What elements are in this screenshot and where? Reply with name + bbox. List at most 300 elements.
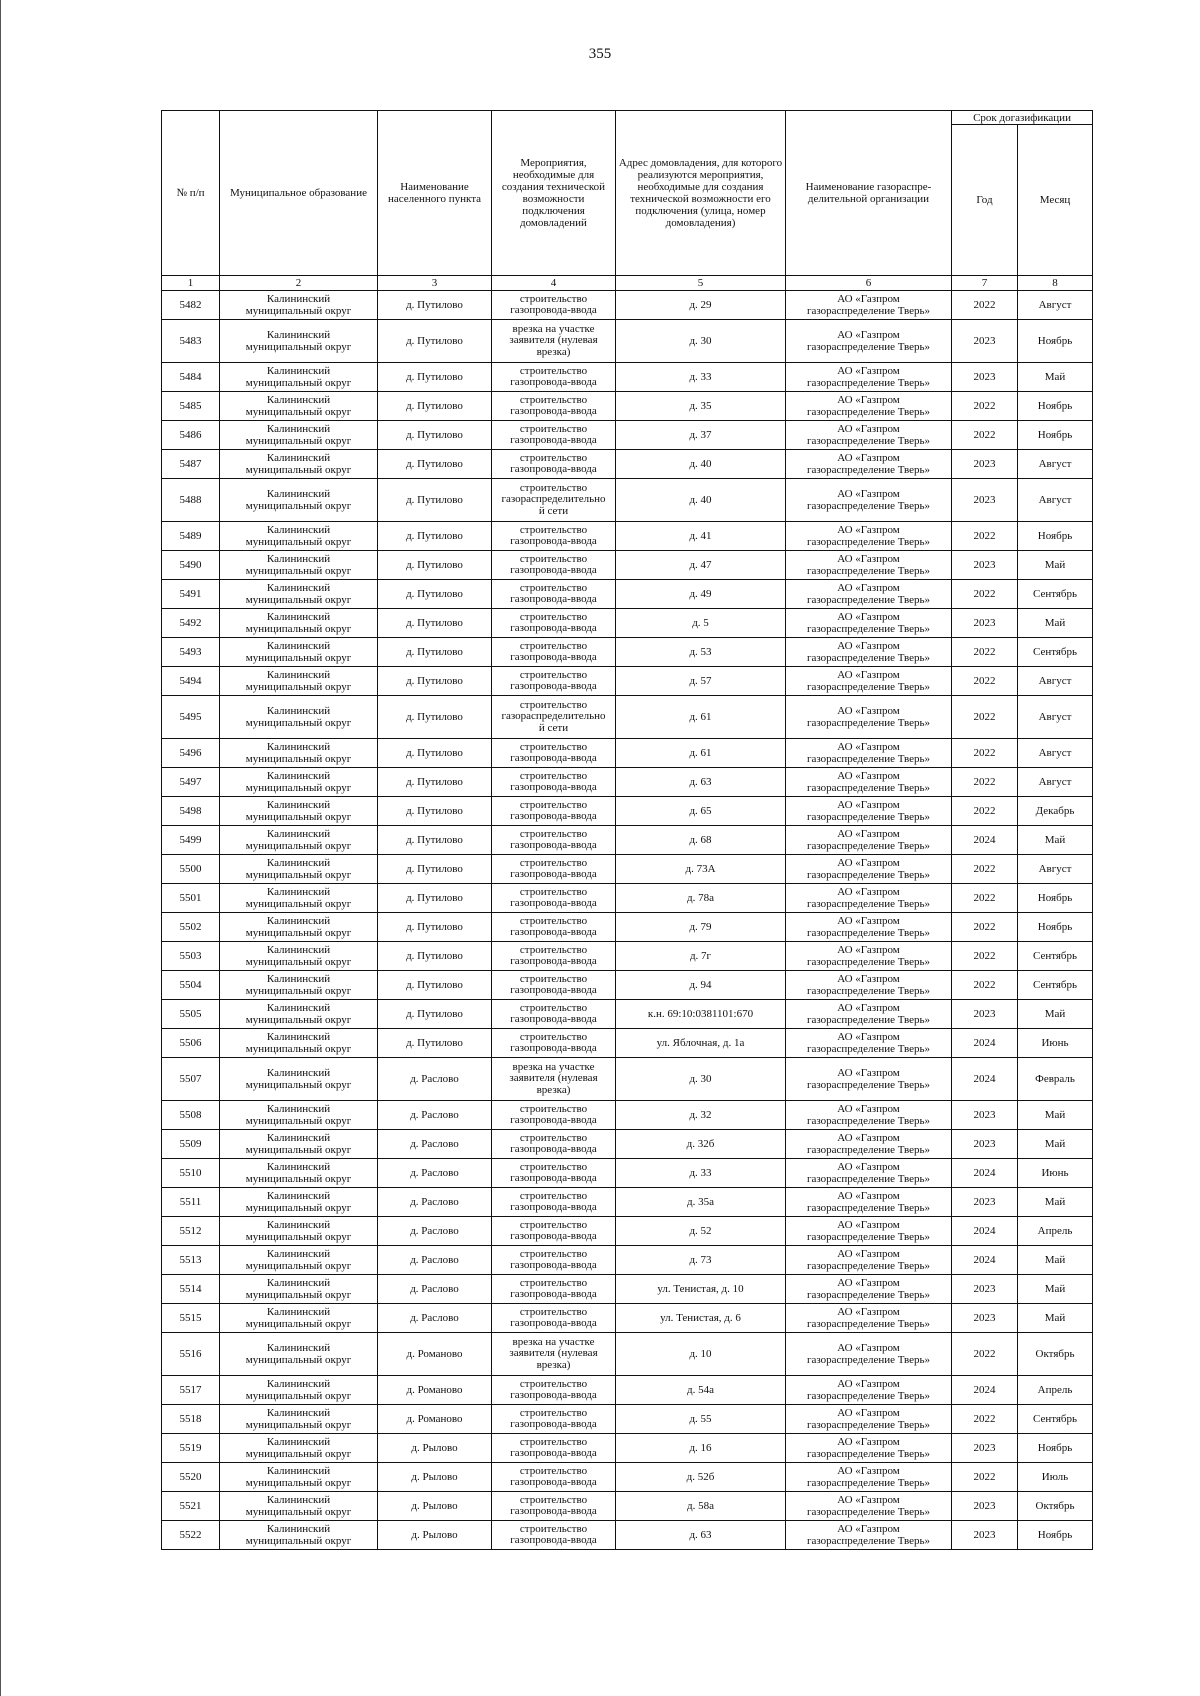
cell-year: 2022	[952, 1463, 1018, 1492]
cell-row-number: 5520	[162, 1463, 220, 1492]
cell-row-number: 5509	[162, 1130, 220, 1159]
cell-settlement: д. Путилово	[378, 421, 492, 450]
table-row	[162, 638, 1093, 667]
cell-measure: строительство газопровода-ввода	[492, 1029, 616, 1058]
table-row	[162, 1492, 1093, 1521]
cell-row-number: 5496	[162, 739, 220, 768]
cell-address: д. 10	[616, 1333, 786, 1376]
cell-municipality: Калининский муниципальный округ	[220, 479, 378, 522]
cell-settlement: д. Путилово	[378, 971, 492, 1000]
col-header-organization: Наименование газораспре-делительной организации	[786, 111, 952, 276]
cell-settlement: д. Путилово	[378, 1029, 492, 1058]
cell-address: ул. Яблочная, д. 1а	[616, 1029, 786, 1058]
cell-organization: АО «Газпром газораспределение Тверь»	[786, 1492, 952, 1521]
cell-year: 2023	[952, 609, 1018, 638]
cell-year: 2022	[952, 797, 1018, 826]
col-index: 7	[952, 276, 1018, 291]
table-row	[162, 551, 1093, 580]
cell-month: Май	[1018, 551, 1093, 580]
cell-month: Февраль	[1018, 1058, 1093, 1101]
cell-address: д. 40	[616, 450, 786, 479]
cell-settlement: д. Путилово	[378, 884, 492, 913]
cell-organization: АО «Газпром газораспределение Тверь»	[786, 971, 952, 1000]
cell-measure: строительство газопровода-ввода	[492, 522, 616, 551]
cell-address: д. 29	[616, 291, 786, 320]
table-row	[162, 1405, 1093, 1434]
cell-month: Май	[1018, 1130, 1093, 1159]
cell-month: Июнь	[1018, 1159, 1093, 1188]
cell-organization: АО «Газпром газораспределение Тверь»	[786, 1376, 952, 1405]
cell-municipality: Калининский муниципальный округ	[220, 1275, 378, 1304]
cell-month: Ноябрь	[1018, 320, 1093, 363]
cell-year: 2023	[952, 1275, 1018, 1304]
cell-organization: АО «Газпром газораспределение Тверь»	[786, 739, 952, 768]
cell-organization: АО «Газпром газораспределение Тверь»	[786, 826, 952, 855]
cell-settlement: д. Раслово	[378, 1159, 492, 1188]
cell-year: 2024	[952, 1246, 1018, 1275]
cell-row-number: 5510	[162, 1159, 220, 1188]
cell-measure: строительство газопровода-ввода	[492, 768, 616, 797]
table-row	[162, 1246, 1093, 1275]
table-row	[162, 1101, 1093, 1130]
cell-row-number: 5487	[162, 450, 220, 479]
cell-year: 2023	[952, 479, 1018, 522]
cell-organization: АО «Газпром газораспределение Тверь»	[786, 1304, 952, 1333]
table-row	[162, 450, 1093, 479]
cell-organization: АО «Газпром газораспределение Тверь»	[786, 1333, 952, 1376]
cell-settlement: д. Путилово	[378, 551, 492, 580]
col-header-municipality: Муниципальное образование	[220, 111, 378, 276]
cell-settlement: д. Путилово	[378, 450, 492, 479]
cell-measure: врезка на участке заявителя (нулевая врезка)	[492, 1333, 616, 1376]
col-index: 4	[492, 276, 616, 291]
cell-measure: строительство газопровода-ввода	[492, 667, 616, 696]
cell-row-number: 5515	[162, 1304, 220, 1333]
cell-municipality: Калининский муниципальный округ	[220, 855, 378, 884]
cell-municipality: Калининский муниципальный округ	[220, 739, 378, 768]
col-group-header-deadline: Срок догазификации	[952, 111, 1093, 125]
cell-municipality: Калининский муниципальный округ	[220, 522, 378, 551]
table-row	[162, 826, 1093, 855]
cell-year: 2024	[952, 1029, 1018, 1058]
cell-address: д. 65	[616, 797, 786, 826]
cell-organization: АО «Газпром газораспределение Тверь»	[786, 1000, 952, 1029]
cell-settlement: д. Путилово	[378, 913, 492, 942]
cell-month: Сентябрь	[1018, 1405, 1093, 1434]
cell-row-number: 5493	[162, 638, 220, 667]
cell-measure: строительство газопровода-ввода	[492, 638, 616, 667]
cell-municipality: Калининский муниципальный округ	[220, 797, 378, 826]
cell-month: Май	[1018, 609, 1093, 638]
cell-year: 2023	[952, 1101, 1018, 1130]
cell-row-number: 5507	[162, 1058, 220, 1101]
cell-row-number: 5482	[162, 291, 220, 320]
cell-municipality: Калининский муниципальный округ	[220, 1130, 378, 1159]
table-row	[162, 942, 1093, 971]
cell-month: Октябрь	[1018, 1333, 1093, 1376]
cell-row-number: 5508	[162, 1101, 220, 1130]
cell-address: д. 79	[616, 913, 786, 942]
cell-organization: АО «Газпром газораспределение Тверь»	[786, 1463, 952, 1492]
cell-measure: строительство газопровода-ввода	[492, 1246, 616, 1275]
cell-row-number: 5506	[162, 1029, 220, 1058]
col-index: 3	[378, 276, 492, 291]
col-header-year: Год	[952, 125, 1018, 276]
cell-address: д. 94	[616, 971, 786, 1000]
cell-organization: АО «Газпром газораспределение Тверь»	[786, 913, 952, 942]
cell-row-number: 5516	[162, 1333, 220, 1376]
cell-measure: строительство газопровода-ввода	[492, 1521, 616, 1550]
cell-settlement: д. Путилово	[378, 522, 492, 551]
table-row	[162, 421, 1093, 450]
cell-address: д. 47	[616, 551, 786, 580]
cell-year: 2024	[952, 1376, 1018, 1405]
cell-address: д. 57	[616, 667, 786, 696]
cell-measure: строительство газопровода-ввода	[492, 580, 616, 609]
cell-row-number: 5513	[162, 1246, 220, 1275]
cell-measure: строительство газопровода-ввода	[492, 913, 616, 942]
cell-settlement: д. Рылово	[378, 1521, 492, 1550]
cell-month: Август	[1018, 291, 1093, 320]
cell-year: 2023	[952, 1304, 1018, 1333]
cell-settlement: д. Раслово	[378, 1058, 492, 1101]
cell-organization: АО «Газпром газораспределение Тверь»	[786, 1246, 952, 1275]
cell-month: Август	[1018, 479, 1093, 522]
cell-year: 2024	[952, 1217, 1018, 1246]
table-row	[162, 768, 1093, 797]
cell-year: 2023	[952, 1434, 1018, 1463]
cell-measure: строительство газопровода-ввода	[492, 884, 616, 913]
cell-municipality: Калининский муниципальный округ	[220, 609, 378, 638]
cell-settlement: д. Раслово	[378, 1217, 492, 1246]
cell-address: д. 49	[616, 580, 786, 609]
cell-municipality: Калининский муниципальный округ	[220, 638, 378, 667]
cell-address: д. 30	[616, 1058, 786, 1101]
cell-municipality: Калининский муниципальный округ	[220, 291, 378, 320]
cell-settlement: д. Раслово	[378, 1304, 492, 1333]
cell-settlement: д. Путилово	[378, 638, 492, 667]
cell-address: д. 58а	[616, 1492, 786, 1521]
cell-measure: строительство газопровода-ввода	[492, 942, 616, 971]
cell-row-number: 5490	[162, 551, 220, 580]
cell-measure: строительство газопровода-ввода	[492, 1434, 616, 1463]
cell-row-number: 5500	[162, 855, 220, 884]
cell-municipality: Калининский муниципальный округ	[220, 421, 378, 450]
cell-measure: строительство газопровода-ввода	[492, 1188, 616, 1217]
cell-organization: АО «Газпром газораспределение Тверь»	[786, 1101, 952, 1130]
cell-measure: строительство газопровода-ввода	[492, 392, 616, 421]
cell-month: Сентябрь	[1018, 971, 1093, 1000]
cell-year: 2022	[952, 580, 1018, 609]
cell-row-number: 5484	[162, 363, 220, 392]
gasification-table	[161, 110, 1093, 1550]
cell-year: 2022	[952, 1333, 1018, 1376]
cell-month: Май	[1018, 1304, 1093, 1333]
cell-month: Сентябрь	[1018, 638, 1093, 667]
cell-address: д. 33	[616, 363, 786, 392]
cell-address: д. 16	[616, 1434, 786, 1463]
cell-row-number: 5502	[162, 913, 220, 942]
cell-year: 2024	[952, 826, 1018, 855]
cell-measure: строительство газопровода-ввода	[492, 1463, 616, 1492]
cell-measure: строительство газопровода-ввода	[492, 1159, 616, 1188]
cell-municipality: Калининский муниципальный округ	[220, 1000, 378, 1029]
cell-settlement: д. Путилово	[378, 609, 492, 638]
col-header-number: № п/п	[162, 111, 220, 276]
cell-month: Май	[1018, 1000, 1093, 1029]
cell-month: Сентябрь	[1018, 942, 1093, 971]
cell-address: д. 61	[616, 739, 786, 768]
cell-month: Май	[1018, 826, 1093, 855]
cell-address: д. 41	[616, 522, 786, 551]
cell-row-number: 5518	[162, 1405, 220, 1434]
cell-organization: АО «Газпром газораспределение Тверь»	[786, 696, 952, 739]
cell-address: д. 68	[616, 826, 786, 855]
cell-measure: строительство газопровода-ввода	[492, 450, 616, 479]
table-row	[162, 1434, 1093, 1463]
cell-row-number: 5499	[162, 826, 220, 855]
cell-row-number: 5495	[162, 696, 220, 739]
col-index: 8	[1018, 276, 1093, 291]
cell-address: д. 32	[616, 1101, 786, 1130]
cell-municipality: Калининский муниципальный округ	[220, 1376, 378, 1405]
cell-year: 2022	[952, 392, 1018, 421]
cell-organization: АО «Газпром газораспределение Тверь»	[786, 580, 952, 609]
table-row	[162, 609, 1093, 638]
table-row	[162, 1058, 1093, 1101]
cell-measure: строительство газопровода-ввода	[492, 1130, 616, 1159]
cell-municipality: Калининский муниципальный округ	[220, 450, 378, 479]
cell-settlement: д. Романово	[378, 1405, 492, 1434]
cell-address: д. 55	[616, 1405, 786, 1434]
cell-year: 2022	[952, 884, 1018, 913]
cell-measure: строительство газопровода-ввода	[492, 1275, 616, 1304]
cell-address: д. 40	[616, 479, 786, 522]
cell-municipality: Калининский муниципальный округ	[220, 1405, 378, 1434]
cell-address: д. 35а	[616, 1188, 786, 1217]
cell-organization: АО «Газпром газораспределение Тверь»	[786, 768, 952, 797]
cell-month: Ноябрь	[1018, 421, 1093, 450]
cell-organization: АО «Газпром газораспределение Тверь»	[786, 1130, 952, 1159]
cell-measure: строительство газопровода-ввода	[492, 1217, 616, 1246]
cell-row-number: 5483	[162, 320, 220, 363]
cell-year: 2022	[952, 855, 1018, 884]
col-header-month: Месяц	[1018, 125, 1093, 276]
cell-address: д. 73	[616, 1246, 786, 1275]
table-row	[162, 1130, 1093, 1159]
cell-month: Август	[1018, 768, 1093, 797]
cell-municipality: Калининский муниципальный округ	[220, 320, 378, 363]
cell-settlement: д. Путилово	[378, 479, 492, 522]
cell-organization: АО «Газпром газораспределение Тверь»	[786, 1217, 952, 1246]
cell-month: Сентябрь	[1018, 580, 1093, 609]
cell-settlement: д. Рылово	[378, 1463, 492, 1492]
cell-settlement: д. Путилово	[378, 942, 492, 971]
cell-organization: АО «Газпром газораспределение Тверь»	[786, 797, 952, 826]
cell-row-number: 5485	[162, 392, 220, 421]
cell-municipality: Калининский муниципальный округ	[220, 1434, 378, 1463]
cell-year: 2023	[952, 1130, 1018, 1159]
table-row	[162, 696, 1093, 739]
table-row	[162, 1275, 1093, 1304]
cell-municipality: Калининский муниципальный округ	[220, 580, 378, 609]
cell-measure: строительство газопровода-ввода	[492, 739, 616, 768]
cell-address: д. 63	[616, 1521, 786, 1550]
cell-organization: АО «Газпром газораспределение Тверь»	[786, 638, 952, 667]
cell-year: 2023	[952, 551, 1018, 580]
cell-month: Май	[1018, 1101, 1093, 1130]
cell-settlement: д. Рылово	[378, 1434, 492, 1463]
cell-municipality: Калининский муниципальный округ	[220, 1246, 378, 1275]
cell-municipality: Калининский муниципальный округ	[220, 884, 378, 913]
cell-month: Май	[1018, 1275, 1093, 1304]
cell-organization: АО «Газпром газораспределение Тверь»	[786, 392, 952, 421]
cell-settlement: д. Путилово	[378, 739, 492, 768]
cell-row-number: 5491	[162, 580, 220, 609]
cell-settlement: д. Путилово	[378, 291, 492, 320]
cell-organization: АО «Газпром газораспределение Тверь»	[786, 855, 952, 884]
cell-address: д. 32б	[616, 1130, 786, 1159]
table-row	[162, 580, 1093, 609]
cell-organization: АО «Газпром газораспределение Тверь»	[786, 884, 952, 913]
cell-settlement: д. Путилово	[378, 363, 492, 392]
cell-municipality: Калининский муниципальный округ	[220, 1333, 378, 1376]
cell-year: 2024	[952, 1058, 1018, 1101]
cell-settlement: д. Рылово	[378, 1492, 492, 1521]
cell-municipality: Калининский муниципальный округ	[220, 971, 378, 1000]
cell-settlement: д. Путилово	[378, 855, 492, 884]
cell-municipality: Калининский муниципальный округ	[220, 1029, 378, 1058]
cell-organization: АО «Газпром газораспределение Тверь»	[786, 609, 952, 638]
cell-row-number: 5512	[162, 1217, 220, 1246]
col-index: 6	[786, 276, 952, 291]
col-header-settlement: Наименование населенного пункта	[378, 111, 492, 276]
cell-municipality: Калининский муниципальный округ	[220, 1463, 378, 1492]
cell-municipality: Калининский муниципальный округ	[220, 913, 378, 942]
cell-year: 2024	[952, 1159, 1018, 1188]
table-row	[162, 1521, 1093, 1550]
cell-measure: строительство газораспределительно й сети	[492, 479, 616, 522]
cell-row-number: 5501	[162, 884, 220, 913]
cell-municipality: Калининский муниципальный округ	[220, 826, 378, 855]
cell-settlement: д. Путилово	[378, 580, 492, 609]
table-row	[162, 479, 1093, 522]
cell-measure: строительство газопровода-ввода	[492, 797, 616, 826]
table-row	[162, 884, 1093, 913]
cell-organization: АО «Газпром газораспределение Тверь»	[786, 1159, 952, 1188]
cell-year: 2022	[952, 696, 1018, 739]
cell-address: д. 33	[616, 1159, 786, 1188]
cell-year: 2022	[952, 913, 1018, 942]
page-number: 355	[588, 46, 612, 62]
cell-year: 2022	[952, 739, 1018, 768]
table-row	[162, 392, 1093, 421]
cell-address: д. 63	[616, 768, 786, 797]
cell-row-number: 5505	[162, 1000, 220, 1029]
cell-organization: АО «Газпром газораспределение Тверь»	[786, 1521, 952, 1550]
table-row	[162, 913, 1093, 942]
cell-year: 2023	[952, 320, 1018, 363]
cell-address: д. 5	[616, 609, 786, 638]
cell-settlement: д. Путилово	[378, 696, 492, 739]
cell-municipality: Калининский муниципальный округ	[220, 1188, 378, 1217]
cell-measure: строительство газораспределительно й сети	[492, 696, 616, 739]
cell-month: Декабрь	[1018, 797, 1093, 826]
table-row	[162, 739, 1093, 768]
cell-address: д. 37	[616, 421, 786, 450]
cell-year: 2023	[952, 363, 1018, 392]
cell-municipality: Калининский муниципальный округ	[220, 1101, 378, 1130]
cell-organization: АО «Газпром газораспределение Тверь»	[786, 1188, 952, 1217]
cell-row-number: 5488	[162, 479, 220, 522]
cell-month: Август	[1018, 696, 1093, 739]
cell-organization: АО «Газпром газораспределение Тверь»	[786, 551, 952, 580]
cell-settlement: д. Раслово	[378, 1246, 492, 1275]
cell-measure: строительство газопровода-ввода	[492, 1101, 616, 1130]
cell-settlement: д. Путилово	[378, 667, 492, 696]
cell-row-number: 5486	[162, 421, 220, 450]
cell-settlement: д. Раслово	[378, 1275, 492, 1304]
cell-municipality: Калининский муниципальный округ	[220, 1217, 378, 1246]
cell-municipality: Калининский муниципальный округ	[220, 392, 378, 421]
cell-address: д. 7г	[616, 942, 786, 971]
cell-measure: строительство газопровода-ввода	[492, 1000, 616, 1029]
cell-year: 2023	[952, 450, 1018, 479]
cell-municipality: Калининский муниципальный округ	[220, 768, 378, 797]
cell-organization: АО «Газпром газораспределение Тверь»	[786, 942, 952, 971]
cell-measure: врезка на участке заявителя (нулевая врезка)	[492, 320, 616, 363]
cell-municipality: Калининский муниципальный округ	[220, 1304, 378, 1333]
cell-address: д. 35	[616, 392, 786, 421]
cell-address: д. 54а	[616, 1376, 786, 1405]
cell-address: к.н. 69:10:0381101:670	[616, 1000, 786, 1029]
cell-year: 2022	[952, 942, 1018, 971]
cell-address: д. 78а	[616, 884, 786, 913]
cell-month: Апрель	[1018, 1217, 1093, 1246]
col-header-measures: Мероприятия, необходимые для создания технической возможности подключения домовладений	[492, 111, 616, 276]
cell-month: Октябрь	[1018, 1492, 1093, 1521]
cell-address: ул. Тенистая, д. 6	[616, 1304, 786, 1333]
cell-measure: строительство газопровода-ввода	[492, 971, 616, 1000]
cell-row-number: 5504	[162, 971, 220, 1000]
cell-row-number: 5511	[162, 1188, 220, 1217]
cell-organization: АО «Газпром газораспределение Тверь»	[786, 363, 952, 392]
cell-organization: АО «Газпром газораспределение Тверь»	[786, 522, 952, 551]
cell-row-number: 5497	[162, 768, 220, 797]
cell-organization: АО «Газпром газораспределение Тверь»	[786, 450, 952, 479]
cell-settlement: д. Путилово	[378, 1000, 492, 1029]
cell-row-number: 5514	[162, 1275, 220, 1304]
cell-address: д. 30	[616, 320, 786, 363]
table-row	[162, 1000, 1093, 1029]
cell-year: 2022	[952, 971, 1018, 1000]
cell-month: Ноябрь	[1018, 1434, 1093, 1463]
table-row	[162, 1376, 1093, 1405]
cell-month: Август	[1018, 739, 1093, 768]
cell-municipality: Калининский муниципальный округ	[220, 1521, 378, 1550]
cell-month: Июнь	[1018, 1029, 1093, 1058]
scan-edge-line	[0, 0, 1, 1696]
cell-month: Май	[1018, 363, 1093, 392]
cell-municipality: Калининский муниципальный округ	[220, 363, 378, 392]
cell-organization: АО «Газпром газораспределение Тверь»	[786, 421, 952, 450]
table-row	[162, 1304, 1093, 1333]
cell-measure: строительство газопровода-ввода	[492, 1304, 616, 1333]
table-body	[162, 291, 1093, 1550]
col-index: 1	[162, 276, 220, 291]
cell-month: Ноябрь	[1018, 913, 1093, 942]
cell-year: 2023	[952, 1000, 1018, 1029]
